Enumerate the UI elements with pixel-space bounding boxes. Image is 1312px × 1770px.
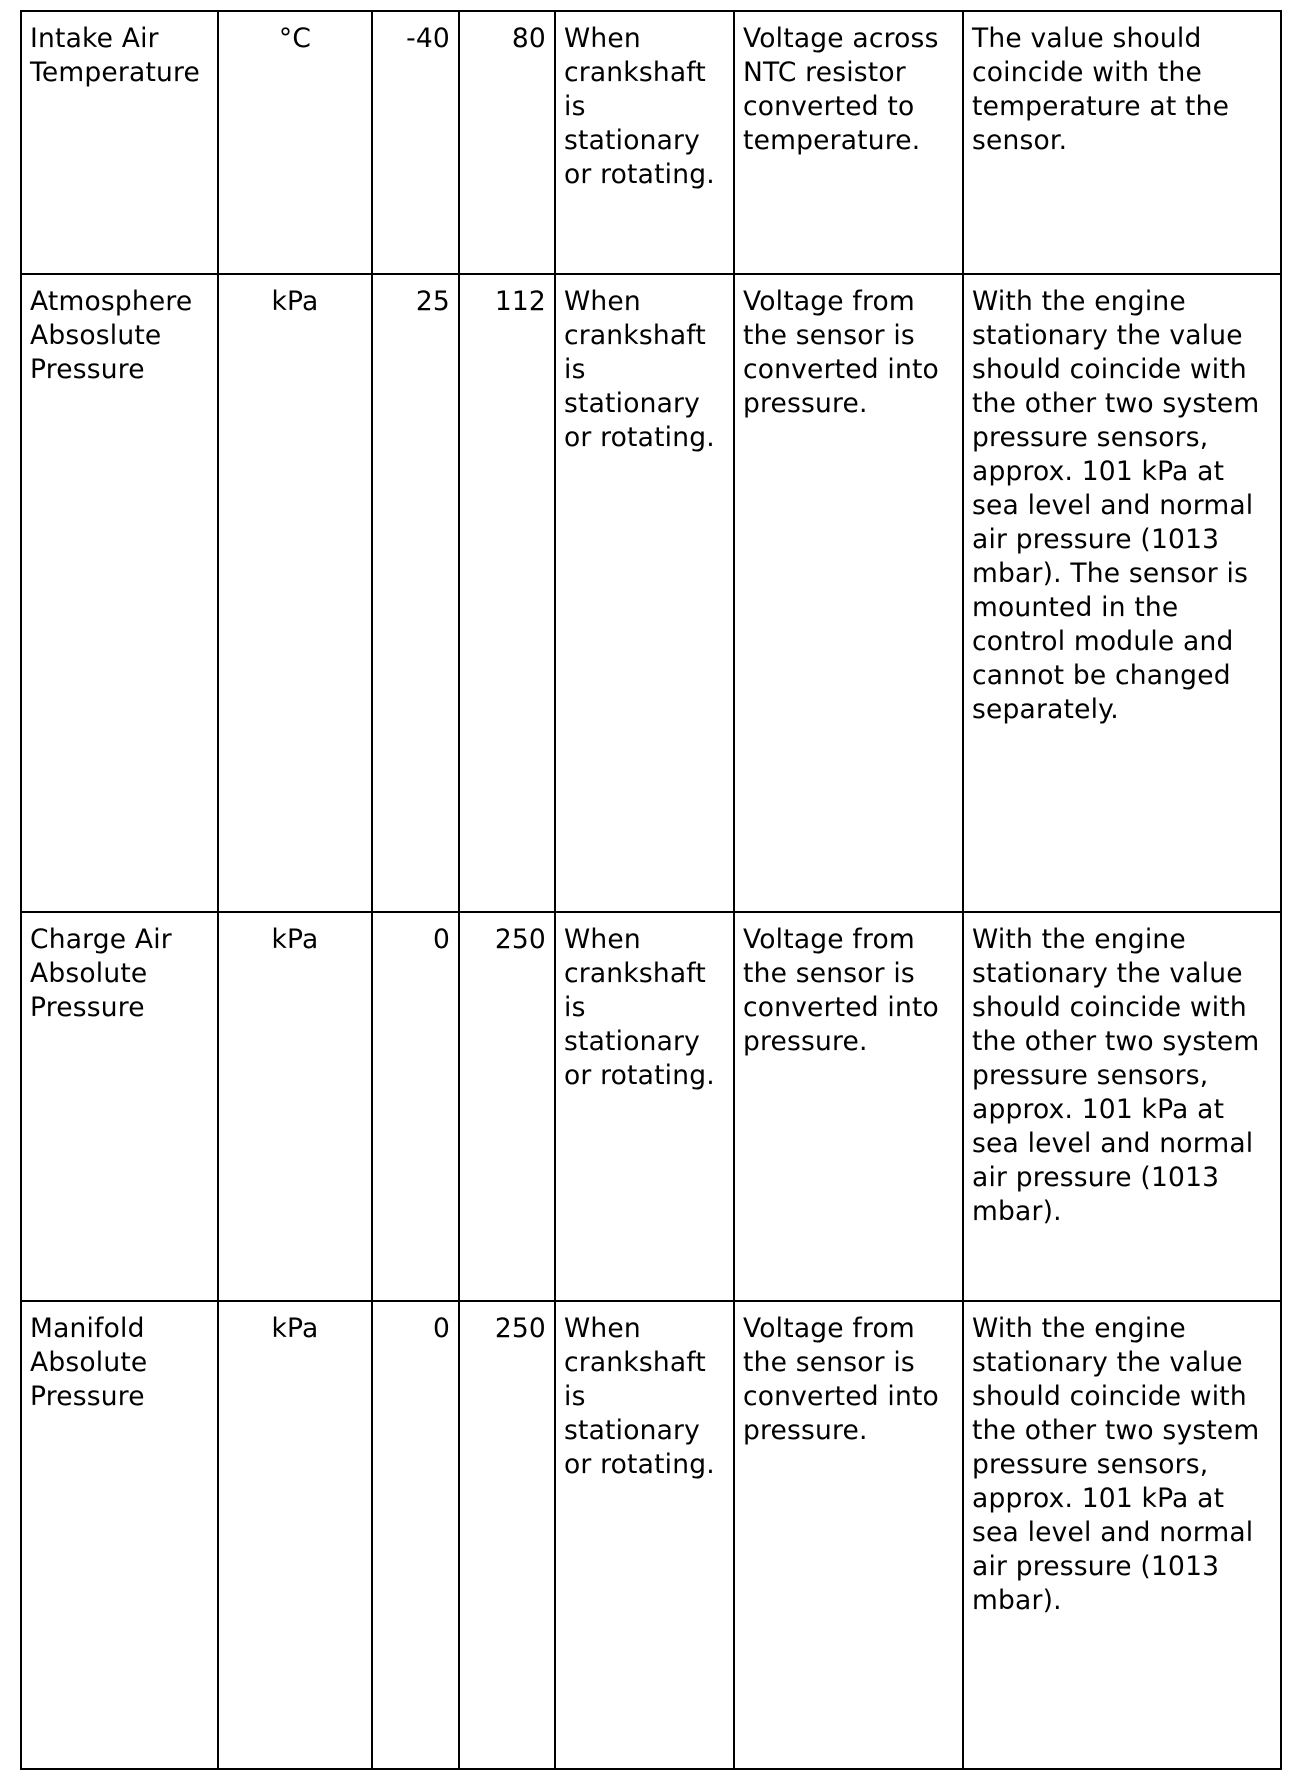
condition: When crankshaft is stationary or rotating. (564, 286, 715, 453)
description-cell (734, 274, 963, 912)
min-value-cell (372, 912, 459, 1301)
description: Voltage across NTC resistor converted to temperature. (743, 23, 939, 156)
note: With the engine stationary the value should coincide with the other two system pressure sensors, approx. 101 kPa at sea level and normal air pressure (1013 mbar). (972, 1313, 1260, 1616)
condition-cell (555, 11, 734, 274)
note: The value should coincide with the temperature at the sensor. (972, 23, 1230, 156)
unit-cell (218, 912, 372, 1301)
unit-cell (218, 1301, 372, 1769)
note-cell (963, 912, 1281, 1301)
min-value-cell (372, 274, 459, 912)
sensor-parameter-table (20, 10, 1282, 1770)
parameter-name-cell (21, 1301, 218, 1769)
min-value: 0 (432, 924, 450, 955)
unit-cell (218, 11, 372, 274)
parameter-name: Atmosphere Absoslute Pressure (30, 286, 193, 385)
description: Voltage from the sensor is converted into pressure. (743, 1313, 939, 1446)
max-value-cell (459, 912, 555, 1301)
description: Voltage from the sensor is converted into pressure. (743, 286, 939, 419)
parameter-name: Manifold Absolute Pressure (30, 1313, 148, 1412)
condition: When crankshaft is stationary or rotating. (564, 1313, 715, 1480)
max-value-cell (459, 1301, 555, 1769)
max-value: 112 (494, 286, 546, 317)
max-value: 80 (511, 23, 546, 54)
table-row-charge-air-absolute-pressure (21, 912, 1281, 1301)
condition: When crankshaft is stationary or rotating. (564, 23, 715, 190)
parameter-name: Intake Air Temperature (30, 23, 201, 88)
parameter-name-cell (21, 274, 218, 912)
table-row-intake-air-temperature (21, 11, 1281, 274)
condition-cell (555, 1301, 734, 1769)
note-cell (963, 11, 1281, 274)
condition-cell (555, 912, 734, 1301)
unit: °C (278, 23, 312, 54)
description-cell (734, 912, 963, 1301)
parameter-name-cell (21, 11, 218, 274)
unit: kPa (271, 286, 319, 317)
max-value-cell (459, 274, 555, 912)
parameter-name: Charge Air Absolute Pressure (30, 924, 172, 1023)
max-value: 250 (494, 924, 546, 955)
description: Voltage from the sensor is converted into pressure. (743, 924, 939, 1057)
note: With the engine stationary the value should coincide with the other two system pressure sensors, approx. 101 kPa at sea level and normal air pressure (1013 mbar). (972, 924, 1260, 1227)
condition-cell (555, 274, 734, 912)
note-cell (963, 1301, 1281, 1769)
max-value: 250 (494, 1313, 546, 1344)
note-cell (963, 274, 1281, 912)
unit-cell (218, 274, 372, 912)
min-value-cell (372, 1301, 459, 1769)
note: With the engine stationary the value should coincide with the other two system pressure sensors, approx. 101 kPa at sea level and normal air pressure (1013 mbar). The sensor is mounted in the control module and cannot be changed separately. (972, 286, 1260, 725)
description-cell (734, 11, 963, 274)
table-row-manifold-absolute-pressure (21, 1301, 1281, 1769)
condition: When crankshaft is stationary or rotating. (564, 924, 715, 1091)
min-value: 0 (432, 1313, 450, 1344)
min-value: 25 (415, 286, 450, 317)
table-row-atmosphere-absolute-pressure (21, 274, 1281, 912)
parameter-name-cell (21, 912, 218, 1301)
description-cell (734, 1301, 963, 1769)
max-value-cell (459, 11, 555, 274)
min-value-cell (372, 11, 459, 274)
min-value: -40 (406, 23, 450, 54)
unit: kPa (271, 1313, 319, 1344)
document-page (20, 10, 1280, 1770)
unit: kPa (271, 924, 319, 955)
